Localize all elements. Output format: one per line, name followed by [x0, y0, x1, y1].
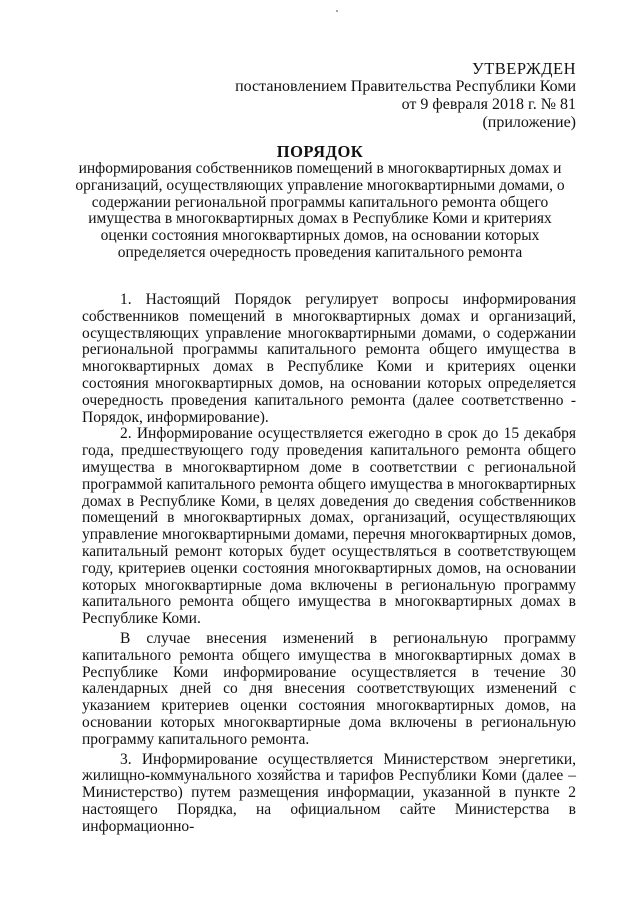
document-subtitle: информирования собственников помещений в многоквартирных домах и организаций, осуществляющих управление многоквартирными домами, о содержании региональной программы капитального ремонта общего имущества в многоквартирных домах в Республике Коми и критериях оценки состояния многоквартирных домов, на основании которых определяется очередность проведения капитального ремонта — [75, 160, 565, 261]
paragraph-2: 2. Информирование осуществляется ежегодно в срок до 15 декабря года, предшествующего году проведения капитального ремонта общего имущества в многоквартирном доме в соответствии с региональной программой капитального ремонта общего имущества в многоквартирных домах в Республике Коми, в целях доведения до сведения собственников помещений в многоквартирных домах, организаций, осуществляющих управление многоквартирными домами, перечня многоквартирных домов, капитальный ремонт которых будет осуществляться в соответствующем году, критериев оценки состояния многоквартирных домов, на основании которых многоквартирные дома включены в региональную программу капитального ремонта общего имущества в многоквартирных домах в Республике Коми. — [82, 425, 576, 628]
document-body — [82, 292, 576, 836]
approval-line-1: постановлением Правительства Республики Коми — [235, 78, 576, 95]
scan-speck — [336, 10, 338, 12]
paragraph-3: В случае внесения изменений в региональную программу капитального ремонта общего имущества в многоквартирных домах в Республике Коми информирование осуществляется в течение 30 календарных дней со дня внесения соответствующих изменений с указанием критериев оценки состояния многоквартирных домов, на основании которых многоквартирные дома включены в региональную программу капитального ремонта. — [82, 629, 576, 748]
approval-line-2: от 9 февраля 2018 г. № 81 — [401, 96, 576, 113]
approval-line-3: (приложение) — [482, 114, 576, 131]
paragraph-1: 1. Настоящий Порядок регулирует вопросы информирования собственников помещений в многоквартирных домах и организаций, осуществляющих управление многоквартирными домами, о содержании региональной программы капитального ремонта общего имущества в многоквартирных домах в Республике Коми и критериях оценки состояния многоквартирных домов, на основании которых определяется очередность проведения капитального ремонта (далее соответственно - Порядок, информирование). — [82, 291, 576, 426]
approval-heading: УТВЕРЖДЕН — [472, 59, 576, 78]
approval-block — [216, 60, 576, 132]
document-title: ПОРЯДОК — [276, 142, 364, 161]
paragraph-4: 3. Информирование осуществляется Министерством энергетики, жилищно-коммунального хозяйства и тарифов Республики Коми (далее – Министерство) путем размещения информации, указанной в пункте 2 настоящего Порядка, на официальном сайте Министерства в информационно- — [82, 750, 576, 835]
